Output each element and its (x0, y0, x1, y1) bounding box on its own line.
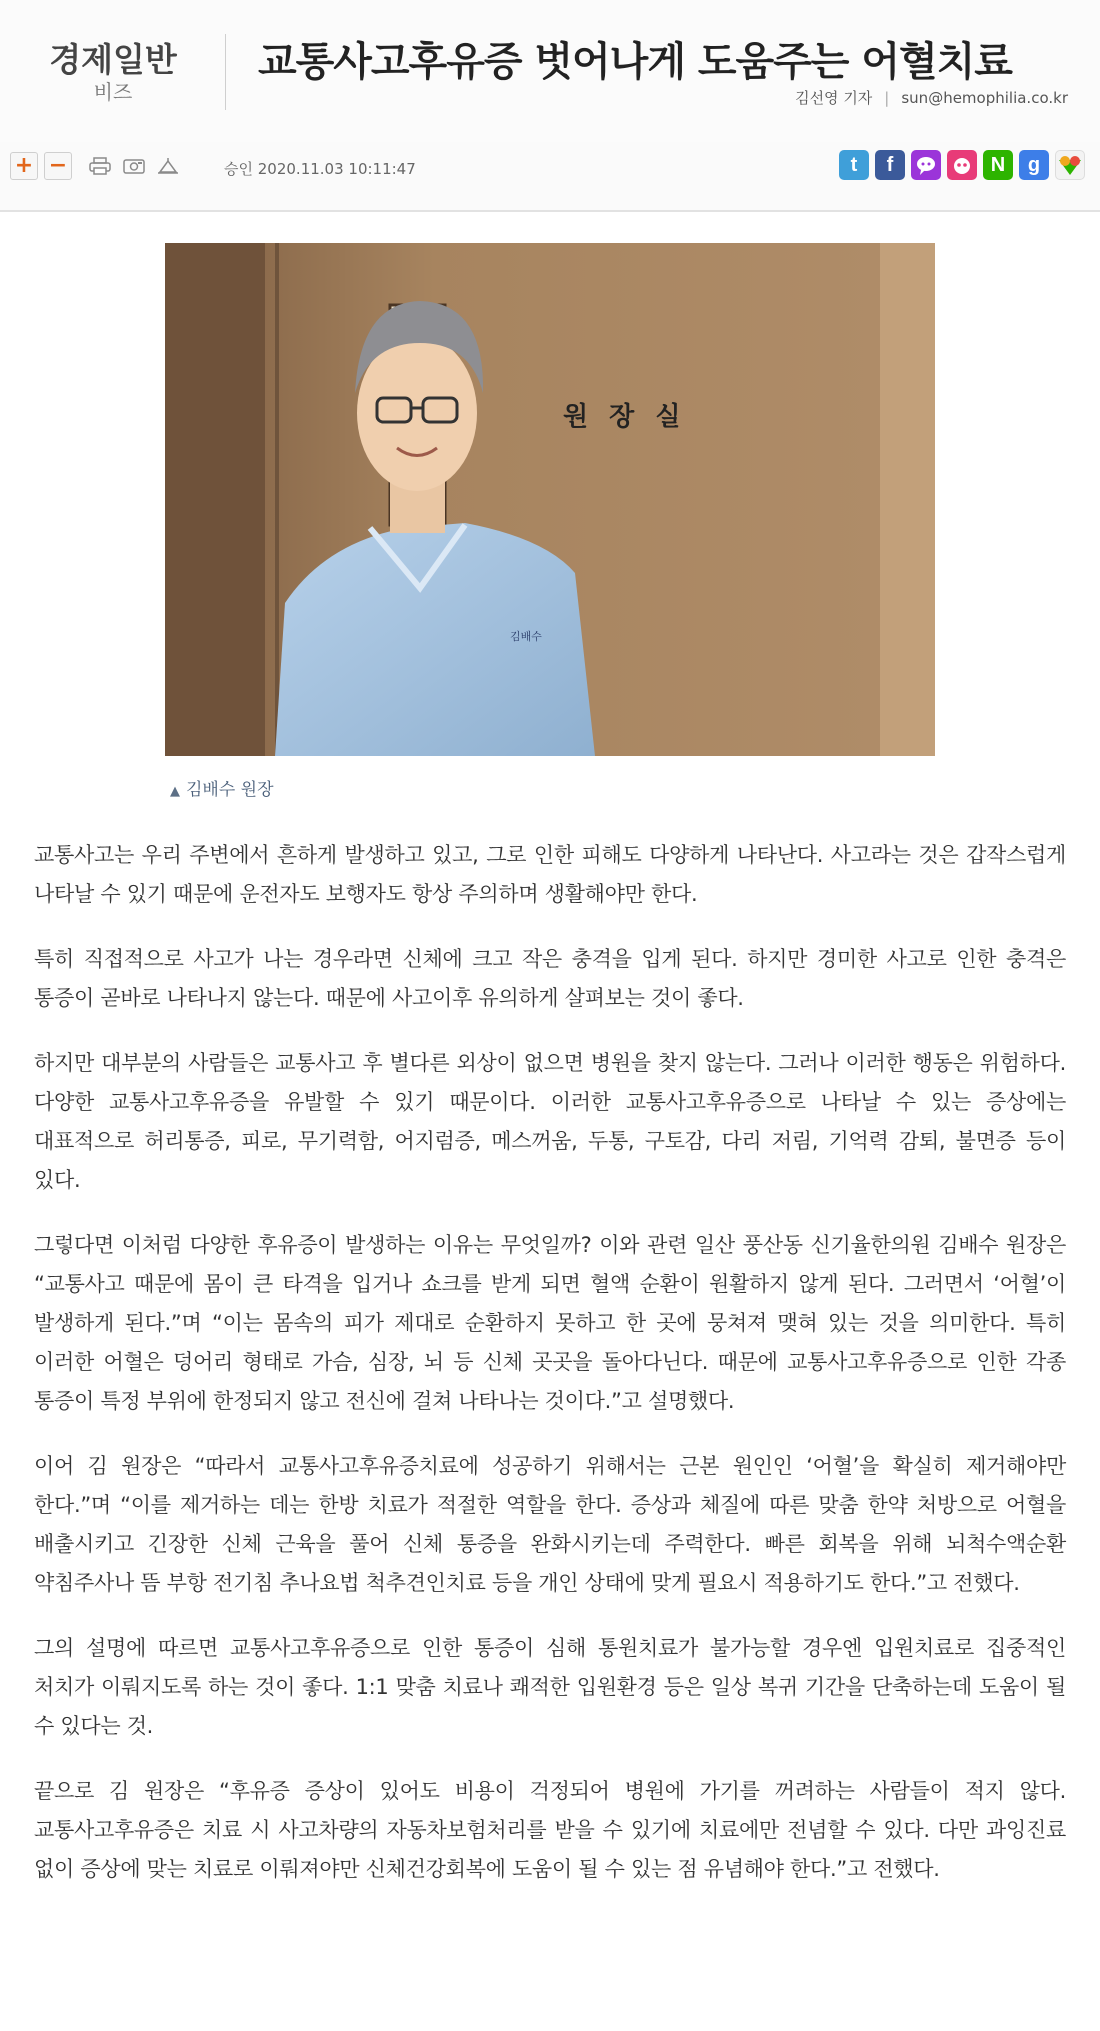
scrap-icon[interactable] (154, 152, 182, 180)
font-decrease-button[interactable]: − (44, 152, 72, 180)
reporter-name: 김선영 기자 (795, 89, 873, 107)
photo-caption-text: 김배수 원장 (186, 780, 274, 800)
band-icon[interactable] (911, 150, 941, 180)
byline-separator: | (884, 89, 890, 107)
facebook-icon[interactable]: f (875, 150, 905, 180)
article-paragraph: 끝으로 김 원장은 “후유증 증상이 있어도 비용이 걱정되어 병원에 가기를 꺼려하는 사람들이 적지 않다. 교통사고후유증은 치료 시 사고차량의 자동차보험처리를 받을 수 있기에 치료에만 전념할 수 있다. 다만 과잉진료 없이 증상에 맞는 치료로 이뤄져야만 신체건강회복에 도움이 될 수 있는 점 유념해야 한다.”고 전했다. (34, 1779, 1066, 1881)
section-subname[interactable]: 비즈 (93, 80, 133, 104)
article-body (34, 836, 1066, 1915)
door-sign-text: 원 장 실 (563, 402, 687, 432)
article-paragraph: 이어 김 원장은 “따라서 교통사고후유증치료에 성공하기 위해서는 근본 원인인 ‘어혈’을 확실히 제거해야만 한다.”며 “이를 제거하는 데는 한방 치료가 적절한 역할을 한다. 증상과 체질에 따른 맞춤 한약 처방으로 어혈을 배출시키고 긴장한 신체 근육을 풀어 신체 통증을 완화시키는데 주력한다. 빠른 회복을 위해 뇌척수액순환 약침주사나 뜸 부항 전기침 추나요법 척추견인치료 등을 개인 상태에 맞게 필요시 적용하기도 한다.”고 전했다. (34, 1454, 1066, 1595)
section-name[interactable]: 경제일반 (49, 40, 177, 79)
article-paragraph: 특히 직접적으로 사고가 나는 경우라면 신체에 크고 작은 충격을 입게 된다. 하지만 경미한 사고로 인한 충격은 통증이 곧바로 나타나지 않는다. 때문에 사고이후 유의하게 살펴보는 것이 좋다. (34, 947, 1066, 1010)
name-badge-text: 김배수 (510, 630, 542, 643)
twitter-icon[interactable]: t (839, 150, 869, 180)
doctor-photo-illustration (165, 243, 935, 756)
article-paragraph: 교통사고는 우리 주변에서 흔하게 발생하고 있고, 그로 인한 피해도 다양하게 나타난다. 사고라는 것은 갑작스럽게 나타날 수 있기 때문에 운전자도 보행자도 항상 주의하며 생활해야만 한다. (34, 843, 1066, 906)
email-icon[interactable] (120, 152, 148, 180)
font-increase-button[interactable]: + (10, 152, 38, 180)
article-photo (165, 243, 935, 756)
header-divider (225, 34, 226, 110)
googleplus-icon[interactable]: g (1019, 150, 1049, 180)
naver-icon[interactable]: N (983, 150, 1013, 180)
reporter-email[interactable]: sun@hemophilia.co.kr (901, 89, 1068, 107)
caption-triangle-icon: ▲ (170, 784, 180, 799)
article-paragraph: 하지만 대부분의 사람들은 교통사고 후 별다른 외상이 없으면 병원을 찾지 않는다. 그러나 이러한 행동은 위험하다. 다양한 교통사고후유증을 유발할 수 있기 때문이다. 이러한 교통사고후유증으로 나타날 수 있는 증상에는 대표적으로 허리통증, 피로, 무기력함, 어지럼증, 메스꺼움, 두통, 구토감, 다리 저림, 기억력 감퇴, 불면증 등이 있다. (34, 1051, 1066, 1192)
byline (795, 87, 1068, 108)
photo-caption (170, 775, 274, 800)
approval-timestamp: 승인 2020.11.03 10:11:47 (224, 160, 416, 178)
print-icon[interactable] (86, 152, 114, 180)
article-headline: 교통사고후유증 벗어나게 도움주는 어혈치료 (258, 38, 1012, 85)
article-paragraph: 그렇다면 이처럼 다양한 후유증이 발생하는 이유는 무엇일까? 이와 관련 일산 풍산동 신기율한의원 김배수 원장은 “교통사고 때문에 몸이 큰 타격을 입거나 쇼크를 받게 되면 혈액 순환이 원활하지 않게 된다. 그러면서 ‘어혈’이 발생하게 된다.”며 “이는 몸속의 피가 제대로 순환하지 못하고 한 곳에 뭉쳐져 맺혀 있는 것을 의미한다. 특히 이러한 어혈은 덩어리 형태로 가슴, 심장, 뇌 등 신체 곳곳을 돌아다닌다. 때문에 교통사고후유증으로 인한 각종 통증이 특정 부위에 한정되지 않고 전신에 걸쳐 나타나는 것이다.”고 설명했다. (34, 1233, 1066, 1413)
kakaostory-icon[interactable] (947, 150, 977, 180)
article-paragraph: 그의 설명에 따르면 교통사고후유증으로 인한 통증이 심해 통원치료가 불가능할 경우엔 입원치료로 집중적인 처치가 이뤄지도록 하는 것이 좋다. 1:1 맞춤 치료나 쾌적한 입원환경 등은 일상 복귀 기간을 단축하는데 도움이 될 수 있다는 것. (34, 1636, 1066, 1738)
naver-blog-icon[interactable] (1055, 150, 1085, 180)
